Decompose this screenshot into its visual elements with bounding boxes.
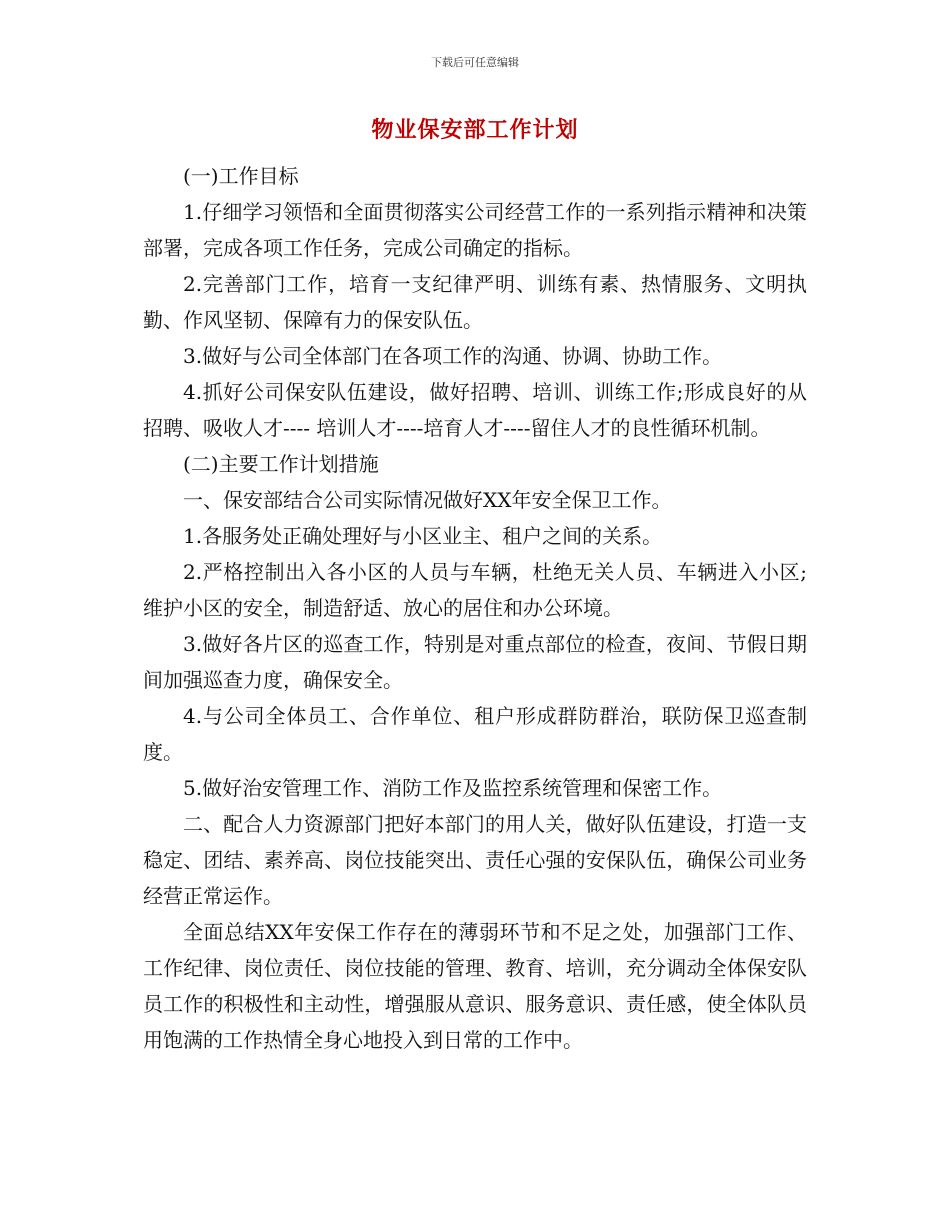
measure-item-5: 5.做好治安管理工作、消防工作及监控系统管理和保密工作。 — [183, 776, 723, 800]
goal-item-1: 1.仔细学习领悟和全面贯彻落实公司经营工作的一系列指示精神和决策部署，完成各项工作任务，完成公司确定的指标。 — [143, 200, 807, 260]
goal-item-2: 2.完善部门工作，培育一支纪律严明、训练有素、热情服务、文明执勤、作风坚韧、保障有力的保安队伍。 — [143, 272, 807, 332]
measure-item-1: 1.各服务处正确处理好与小区业主、租户之间的关系。 — [183, 524, 663, 548]
measure-heading-1: 一、保安部结合公司实际情况做好XX年安全保卫工作。 — [183, 488, 672, 512]
goal-item-4: 4.抓好公司保安队伍建设，做好招聘、培训、训练工作;形成良好的从招聘、吸收人才---- 培训人才----培育人才----留住人才的良性循环机制。 — [143, 380, 807, 440]
measure-item-3: 3.做好各片区的巡查工作，特别是对重点部位的检查，夜间、节假日期间加强巡查力度，确保安全。 — [143, 632, 807, 692]
measure-item-2: 2.严格控制出入各小区的人员与车辆，杜绝无关人员、车辆进入小区;维护小区的安全，制造舒适、放心的居住和办公环境。 — [143, 560, 807, 620]
section-heading-measures: (二)主要工作计划措施 — [183, 452, 379, 476]
page-header-note: 下载后可任意编辑 — [431, 56, 519, 69]
summary-paragraph: 全面总结XX年安保工作存在的薄弱环节和不足之处，加强部门工作、工作纪律、岗位责任、岗位技能的管理、教育、培训，充分调动全体保安队员工作的积极性和主动性，增强服从意识、服务意识、责任感，使全体队员用饱满的工作热情全身心地投入到日常的工作中。 — [143, 920, 807, 1052]
measure-item-4: 4.与公司全体员工、合作单位、租户形成群防群治，联防保卫巡查制度。 — [143, 704, 807, 764]
document-body — [143, 158, 807, 1058]
goal-item-3: 3.做好与公司全体部门在各项工作的沟通、协调、协助工作。 — [183, 344, 723, 368]
section-heading-goals: (一)工作目标 — [183, 164, 299, 188]
document-title: 物业保安部工作计划 — [371, 118, 579, 143]
measure-heading-2: 二、配合人力资源部门把好本部门的用人关，做好队伍建设，打造一支稳定、团结、素养高、岗位技能突出、责任心强的安保队伍，确保公司业务经营正常运作。 — [143, 812, 807, 908]
